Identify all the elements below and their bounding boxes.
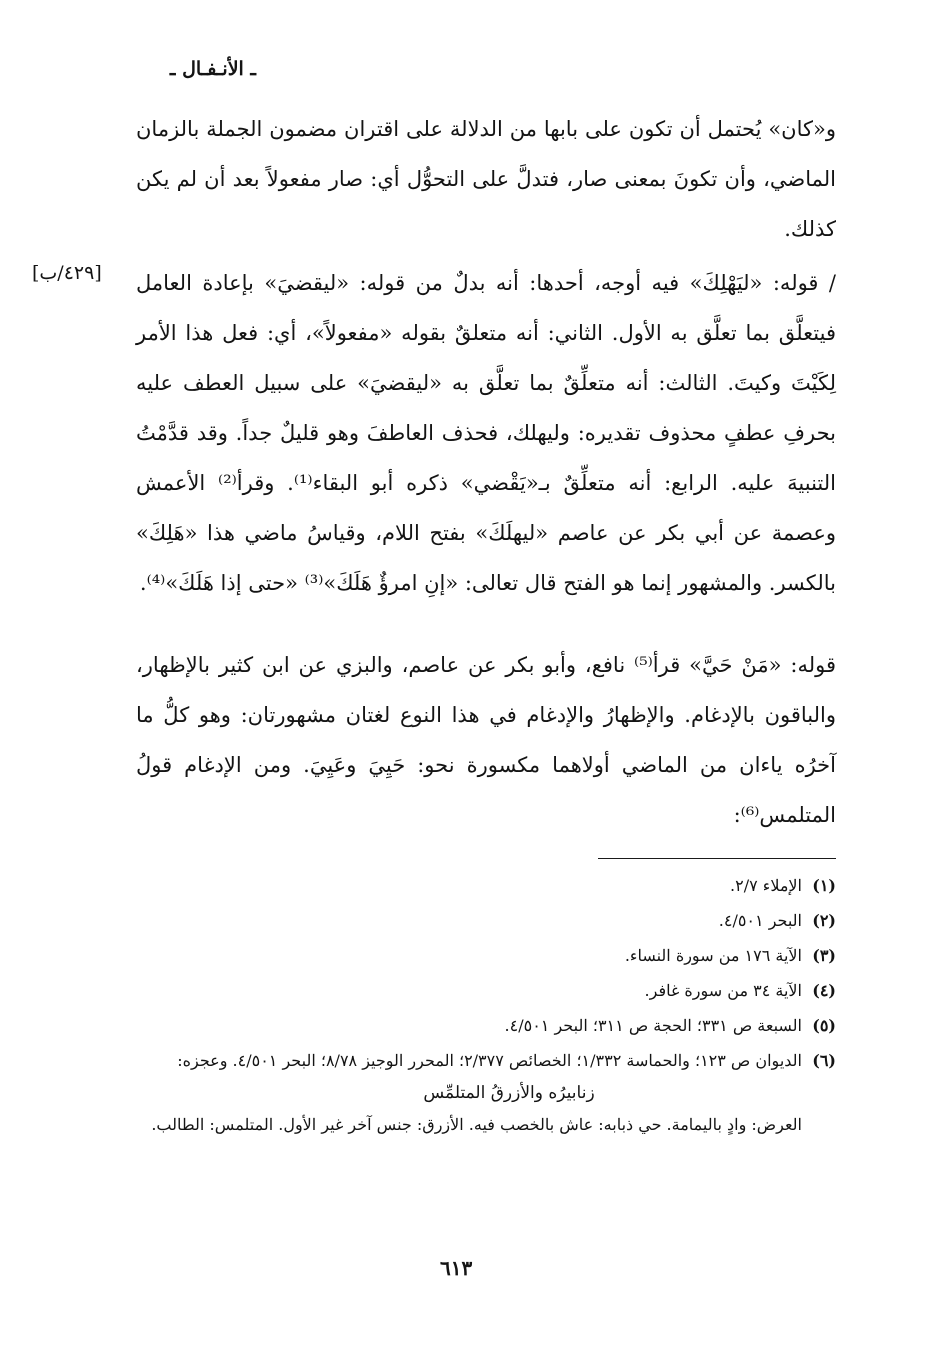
footnote-verse: زنابيرُه والأزرقُ المتلمِّس bbox=[423, 1083, 595, 1103]
paragraph-text: قوله: «مَنْ حَيَّ» قرأ⁽⁵⁾ نافع، وأبو بكر عن عاصم، والبزي عن ابن كثير بالإظهار، والباقون بالإدغام. والإظهارُ والإدغام في هذا النوع لغتان مشهورتان: وهو كلُّ ما آخرُه ياءان من الماضي أولاهما مكسورة نحو: حَيِيَ وعَيِيَ. ومن الإدغام قولُ المتلمس⁽⁶⁾: bbox=[136, 653, 836, 827]
footnote-number: (٤) bbox=[812, 981, 836, 1000]
paragraph-text: / قوله: «ليَهْلِكَ» فيه أوجه، أحدها: أنه بدلٌ من قوله: «ليقضيَ» بإعادة العامل فيتعلَّق بما تعلَّق به الأول. الثاني: أنه متعلقٌ بقوله «مفعولاً»، أي: فعل هذا الأمر لِكَيْتَ وكيتَ. الثالث: أنه متعلِّقٌ بما تعلَّق به «ليقضيَ» على سبيل العطف عليه بحرفِ عطفٍ محذوف تقديره: وليهلك، فحذف العاطفَ وهو قليلٌ جداً. وقد قدَّمْتُ التنبيهَ عليه. الرابع: أنه متعلِّقٌ بـ«يَقْضي» ذكره أبو البقاء⁽¹⁾. وقرأ⁽²⁾ الأعمش وعصمة عن أبي بكر عن عاصم «ليهلَكَ» بفتح اللام، وقياسُ ماضي هذا «هَلِكَ» بالكسر. والمشهور إنما هو الفتح قال تعالى: «إنِ امرؤٌ هَلَكَ»⁽³⁾ «حتى إذا هَلَكَ»⁽⁴⁾. bbox=[136, 271, 836, 595]
paragraph-2 bbox=[136, 258, 836, 608]
footnote-source-line: الديوان ص ١٢٣؛ والحماسة ١/٣٣٢؛ الخصائص ٢/٣٧٧؛ المحرر الوجيز ٨/٧٨؛ البحر ٤/٥٠١. وعجزه: bbox=[177, 1051, 802, 1070]
footnote-number: (٥) bbox=[812, 1016, 836, 1035]
footnote-number: (٦) bbox=[812, 1051, 836, 1070]
paragraph-text: و«كان» يُحتمل أن تكون على بابها من الدلالة على اقتران مضمون الجملة بالزمان الماضي، وأن تكونَ بمعنى صار، فتدلَّ على التحوُّل أي: صار مفعولاً بعد أن لم يكن كذلك. bbox=[136, 117, 836, 241]
footnote-1 bbox=[136, 872, 836, 900]
footnote-2 bbox=[136, 907, 836, 935]
footnote-number: (١) bbox=[812, 876, 836, 895]
footnote-4 bbox=[136, 977, 836, 1005]
footnote-text: السبعة ص ٣٣١؛ الحجة ص ٣١١؛ البحر ٤/٥٠١. bbox=[504, 1016, 802, 1035]
footnote-text bbox=[136, 1047, 802, 1139]
footnote-number: (٣) bbox=[812, 946, 836, 965]
footnote-text: الآية ١٧٦ من سورة النساء. bbox=[624, 946, 802, 965]
footnote-divider bbox=[598, 858, 836, 859]
footnote-text: الإملاء ٢/٧. bbox=[730, 876, 802, 895]
footnotes bbox=[136, 872, 836, 1146]
footnote-number: (٢) bbox=[812, 911, 836, 930]
footnote-5 bbox=[136, 1012, 836, 1040]
footnote-6 bbox=[136, 1047, 836, 1139]
running-head: ـ الأنـفـال ـ bbox=[169, 58, 256, 80]
footnote-3 bbox=[136, 942, 836, 970]
footnote-text: البحر ٤/٥٠١. bbox=[718, 911, 802, 930]
footnote-text: الآية ٣٤ من سورة غافر. bbox=[644, 981, 802, 1000]
paragraph-1 bbox=[136, 104, 836, 254]
page-number: ٦١٣ bbox=[440, 1256, 473, 1280]
margin-reference: [٤٢٩/ب] bbox=[32, 262, 102, 284]
footnote-gloss-line: العرض: وادٍ باليمامة. حي ذبابه: عاش بالخصب فيه. الأزرق: جنس آخر غير الأول. المتلمس: الطالب. bbox=[151, 1115, 802, 1134]
paragraph-3 bbox=[136, 640, 836, 840]
